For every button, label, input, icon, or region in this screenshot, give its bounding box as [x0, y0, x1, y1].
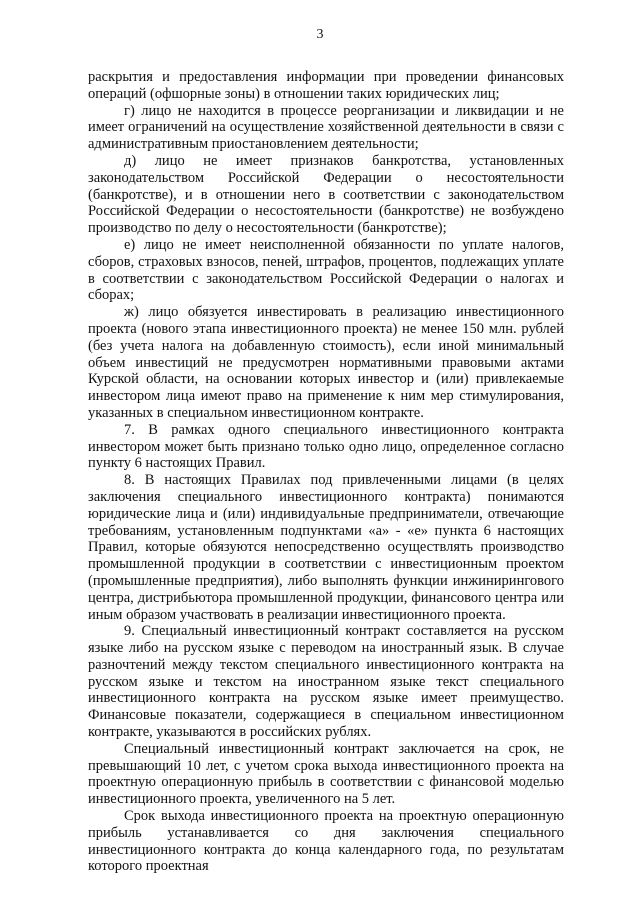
paragraph-item-zh: ж) лицо обязуется инвестировать в реализацию инвестиционного проекта (нового этапа инвестиционного проекта) не менее 150 млн. рублей (без учета налога на добавленную стоимость), если иной минимальный объем инвестиций не предусмотрен нормативными правовыми актами Курской области, на основании которых инвестор и (или) привлекаемые инвестором лица имеют право на применение к ним мер стимулирования, указанных в специальном инвестиционном контракте. — [88, 304, 564, 421]
paragraph-item-d: д) лицо не имеет признаков банкротства, установленных законодательством Российской Федерации о несостоятельности (банкротстве), и в отношении него в соответствии с законодательством Российской Федерации о несостоятельности (банкротстве) не возбуждено производство по делу о несостоятельности (банкротстве); — [88, 152, 564, 237]
paragraph-item-e: е) лицо не имеет неисполненной обязанности по уплате налогов, сборов, страховых взносов, пеней, штрафов, процентов, подлежащих уплате в соответствии с законодательством Российской Федерации о налогах и сборах; — [88, 236, 564, 304]
paragraph-clause-9: 9. Специальный инвестиционный контракт составляется на русском языке либо на русском языке с переводом на иностранный язык. В случае разночтений между текстом специального инвестиционного контракта на русском языке и текстом на иностранном языке текст специального инвестиционного контракта на русском языке имеет преимущество. Финансовые показатели, содержащиеся в специальном инвестиционном контракте, указываются в российских рублях. — [88, 623, 564, 741]
paragraph-contract-term: Специальный инвестиционный контракт заключается на срок, не превышающий 10 лет, с учетом срока выхода инвестиционного проекта на проектную операционную прибыль в соответствии с финансовой моделью инвестиционного проекта, увеличенного на 5 лет. — [88, 740, 564, 808]
document-body — [88, 69, 564, 875]
paragraph-clause-7: 7. В рамках одного специального инвестиционного контракта инвестором может быть признано только одно лицо, определенное согласно пункту 6 настоящих Правил. — [88, 421, 564, 472]
paragraph-offshore-continuation: раскрытия и предоставления информации при проведении финансовых операций (офшорные зоны) в отношении таких юридических лиц; — [88, 69, 564, 102]
paragraph-profit-term: Срок выхода инвестиционного проекта на проектную операционную прибыль устанавливается со дня заключения специального инвестиционного контракта до конца календарного года, по результатам которого проектная — [88, 808, 564, 875]
paragraph-item-g: г) лицо не находится в процессе реорганизации и ликвидации и не имеет ограничений на осуществление хозяйственной деятельности в связи с административным приостановлением деятельности; — [88, 102, 564, 153]
paragraph-clause-8: 8. В настоящих Правилах под привлеченными лицами (в целях заключения специального инвестиционного контракта) понимаются юридические лица и (или) индивидуальные предприниматели, отвечающие требованиям, установленным подпунктами «а» - «е» пункта 6 настоящих Правил, которые обязуются непосредственно осуществлять производство промышленной продукции в соответствии с инвестиционным проектом (промышленные предприятия), либо выполнять функции инжинирингового центра, дистрибьютора промышленной продукции, финансового центра или иным образом участвовать в реализации инвестиционного проекта. — [88, 472, 564, 623]
page-number: 3 — [316, 27, 324, 42]
